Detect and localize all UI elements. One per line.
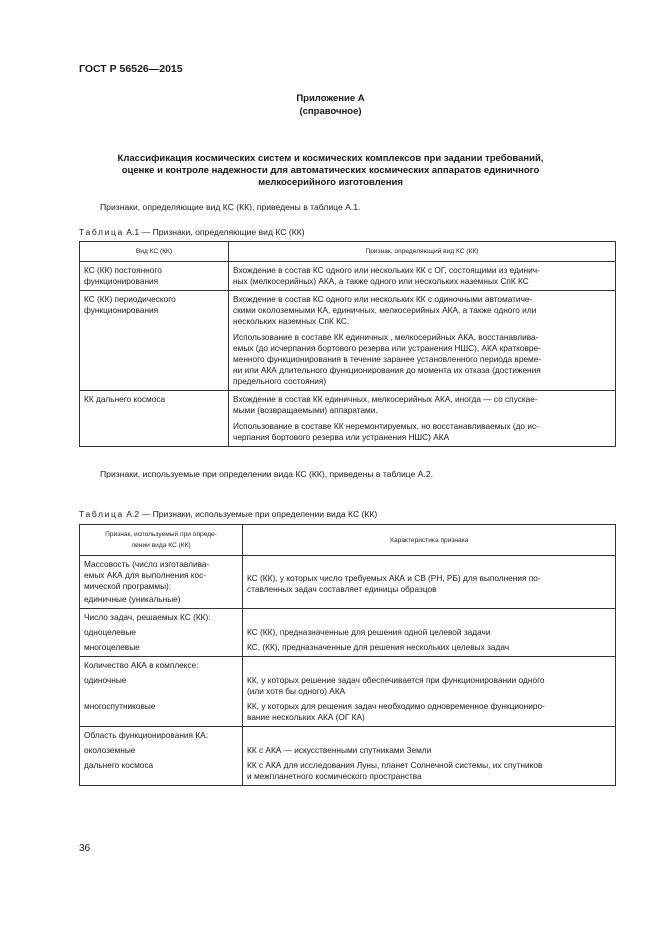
table-row <box>80 262 616 291</box>
cell-line: ни или АКА длительного функционирования до момента их отказа (достижения <box>233 365 541 375</box>
table-row <box>80 556 616 609</box>
cell-line: предельного состояния) <box>233 376 327 386</box>
cell-line: КК с АКА для исследования Луны, планет Солнечной системы, их спутников <box>247 760 543 770</box>
table-row <box>80 291 616 391</box>
cell-line: КС (КК) периодического <box>84 294 176 304</box>
table2-col2-header: Характеристика признака <box>243 525 616 556</box>
feature-cell <box>80 556 243 609</box>
table2-caption <box>79 509 377 519</box>
paragraph <box>233 394 611 416</box>
section-title-line: оценке и контроле надежности для автоматических космических аппаратов единичного <box>121 165 540 176</box>
table1-caption-text: А.1 — Признаки, определяющие вид КС (КК) <box>126 227 305 237</box>
cell-line: менного функционирования в течение заранее установленного периода време- <box>233 354 542 364</box>
characteristic-cell <box>243 556 616 609</box>
desc-cell <box>229 391 616 447</box>
cell-line: КК с АКА — искусственными спутниками Земли <box>247 745 432 755</box>
cell-line: Количество АКА в комплексе: <box>84 660 199 670</box>
feature-cell <box>80 609 243 657</box>
cell-line: нескольких наземных СпК КС. <box>233 316 350 326</box>
cell-line: Область функционирования КА: <box>84 730 209 740</box>
section-title-line: мелкосерийного изготовления <box>258 177 403 188</box>
cell-line: Вхождение в состав КК единичных, мелкосерийных АКА, иногда — со спускае- <box>233 394 538 404</box>
intro-paragraph-2: Признаки, используемые при определении вида КС (КК), приведены в таблице А.2. <box>100 469 434 479</box>
table-header-row <box>80 242 616 262</box>
appendix-subtitle: (справочное) <box>299 106 362 117</box>
paragraph <box>233 294 611 327</box>
cell-line: Массовость (число изготавлива- <box>84 559 210 569</box>
table-header-row <box>80 525 616 556</box>
standard-header: ГОСТ Р 56526—2015 <box>79 63 183 75</box>
type-cell <box>80 391 229 447</box>
header-line: лении вида КС (КК) <box>131 542 191 549</box>
cell-line: КК дальнего космоса <box>84 394 166 404</box>
cell-line: многоцелевые <box>84 642 140 652</box>
table2-col1-header <box>80 525 243 556</box>
table1-caption-prefix: Таблица <box>79 227 124 237</box>
type-cell <box>80 291 229 391</box>
table2-caption-prefix: Таблица <box>79 509 124 519</box>
cell-line: Использование в составе КК неремонтируемых, но восстанавливаемых (до ис- <box>233 421 539 431</box>
feature-cell <box>80 727 243 786</box>
table-row <box>80 657 616 727</box>
paragraph <box>233 332 611 387</box>
cell-line: Число задач, решаемых КС (КК): <box>84 612 211 622</box>
cell-line: Использование в составе КК единичных , мелкосерийных АКА, восстанавлива- <box>233 332 539 342</box>
table2-caption-text: А.2 — Признаки, используемые при определении вида КС (КК) <box>126 509 378 519</box>
cell-line: вание нескольких АКА (ОГ КА) <box>247 712 365 722</box>
header-line: Признак, используемый при опреде- <box>105 531 217 538</box>
cell-line: КС (КК), у которых число требуемых АКА и СВ (РН, РБ) для выполнения по- <box>247 573 541 583</box>
characteristic-cell <box>243 727 616 786</box>
cell-line: КС (КК), предназначенные для решения одной целевой задачи <box>247 627 491 637</box>
cell-line: КК, у которых для решения задач необходимо одновременное функциониро- <box>247 701 545 711</box>
table1-col2-header: Признак, определяющий вид КС (КК) <box>229 242 616 262</box>
table-a2 <box>79 524 616 786</box>
cell-line: (или хотя бы одного) АКА <box>247 686 346 696</box>
cell-line: черпания бортового резерва или устранения НШС) АКА <box>233 432 450 442</box>
table1-caption <box>79 227 305 237</box>
cell-line: емых АКА для выполнения кос- <box>84 570 207 580</box>
cell-line: функционирования <box>84 305 159 315</box>
cell-line: единичные (уникальные) <box>84 594 181 604</box>
cell-line: ставленных задач составляет единицы образцов <box>247 584 437 594</box>
cell-line: ных (мелкосерийных) АКА, а также одного или нескольких наземных СпК КС <box>233 276 529 286</box>
cell-line: емых (до исчерпания бортового резерва или устранения НШС), АКА кратковре- <box>233 343 541 353</box>
cell-line: Вхождение в состав КС одного или нескольких КК с одиночными автоматиче- <box>233 294 533 304</box>
feature-cell <box>80 657 243 727</box>
table-row <box>80 727 616 786</box>
cell-line: околоземные <box>84 745 136 755</box>
cell-line: КК, у которых решение задач обеспечивается при функционировании одного <box>247 675 545 685</box>
page-number: 36 <box>79 843 91 854</box>
section-title <box>70 153 591 189</box>
cell-line: одноцелевые <box>84 627 136 637</box>
type-cell <box>80 262 229 291</box>
cell-line: дальнего космоса <box>84 760 154 770</box>
cell-line: мыми (возвращаемыми) аппаратами. <box>233 405 378 415</box>
cell-line: функционирования <box>84 276 159 286</box>
desc-cell <box>229 291 616 391</box>
table-row <box>80 391 616 447</box>
cell-line: и межпланетного космического пространства <box>247 771 422 781</box>
table-row <box>80 609 616 657</box>
intro-paragraph-1: Признаки, определяющие вид КС (КК), приведены в таблице А.1. <box>100 202 361 212</box>
table-a1 <box>79 241 616 447</box>
cell-line: КС, (КК), предназначенные для решения нескольких целевых задач <box>247 642 510 652</box>
cell-line: многоспутниковые <box>84 701 156 711</box>
cell-line: скими околоземными КА, единичных, мелкосерийных АКА, а также одного или <box>233 305 537 315</box>
cell-line: Вхождение в состав КС одного или нескольких КК с ОГ, состоящими из единич- <box>233 265 540 275</box>
section-title-line: Классификация космических систем и космических комплексов при задании требований, <box>117 153 544 164</box>
characteristic-cell <box>243 657 616 727</box>
cell-line: КС (КК) постоянного <box>84 265 162 275</box>
paragraph <box>233 421 611 443</box>
cell-line: мической программы): <box>84 581 172 591</box>
desc-cell <box>229 262 616 291</box>
cell-line: одиночные <box>84 675 127 685</box>
table1-col1-header: Вид КС (КК) <box>80 242 229 262</box>
appendix-title: Приложение А <box>296 93 365 104</box>
characteristic-cell <box>243 609 616 657</box>
